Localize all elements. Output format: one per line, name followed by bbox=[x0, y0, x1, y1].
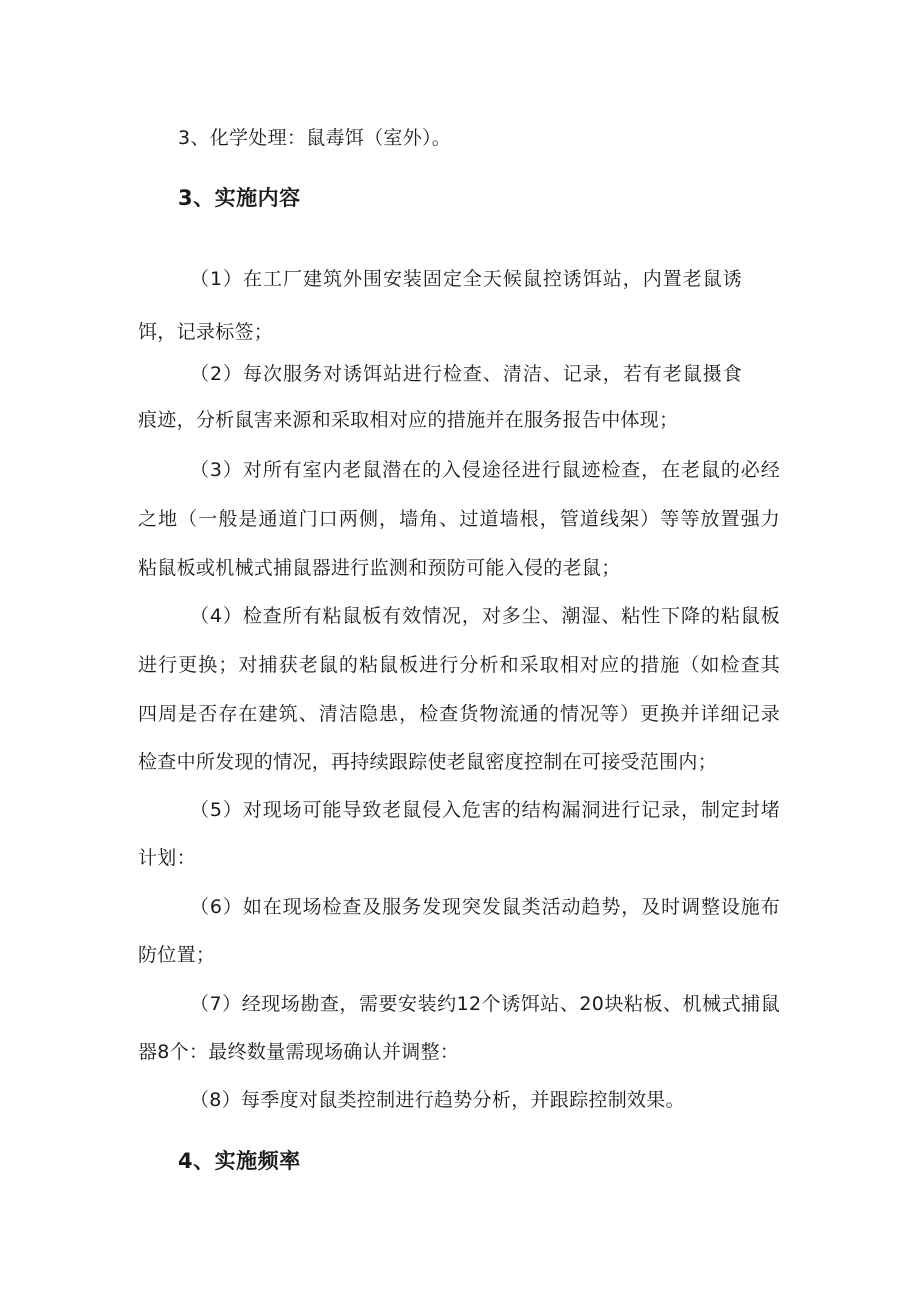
content-item-1-line-1: （1）在工厂建筑外围安装固定全天候鼠控诱饵站，内置老鼠诱 bbox=[190, 268, 742, 290]
content-item-1-line-2: 饵，记录标签； bbox=[138, 321, 274, 343]
content-item-8-line-1: （8）每季度对鼠类控制进行趋势分析，并跟踪控制效果。 bbox=[190, 1089, 685, 1111]
chemical-treatment-item: 3、化学处理：鼠毒饵（室外）。 bbox=[178, 127, 452, 149]
content-item-7-line-2: 器8个：最终数量需现场确认并调整： bbox=[138, 1041, 460, 1063]
content-item-4-line-2: 进行更换；对捕获老鼠的粘鼠板进行分析和采取相对应的措施（如检查其 bbox=[138, 654, 780, 676]
content-item-4-line-3: 四周是否存在建筑、清洁隐患，检查货物流通的情况等）更换并详细记录 bbox=[138, 703, 780, 725]
content-item-4-line-1: （4）检查所有粘鼠板有效情况，对多尘、潮湿、粘性下降的粘鼠板 bbox=[190, 605, 780, 627]
content-item-4-line-4: 检查中所发现的情况，再持续跟踪使老鼠密度控制在可接受范围内； bbox=[138, 751, 718, 773]
section-3-heading: 3、实施内容 bbox=[178, 186, 301, 210]
content-item-3-line-1: （3）对所有室内老鼠潜在的入侵途径进行鼠迹检查，在老鼠的必经 bbox=[190, 459, 780, 481]
section-4-heading: 4、实施频率 bbox=[178, 1149, 301, 1173]
content-item-3-line-2: 之地（一般是通道门口两侧，墙角、过道墙根，管道线架）等等放置强力 bbox=[138, 508, 780, 530]
content-item-7-line-1: （7）经现场勘查，需要安装约12个诱饵站、20块粘板、机械式捕鼠 bbox=[190, 993, 780, 1015]
content-item-5-line-2: 计划： bbox=[138, 847, 196, 869]
content-item-6-line-1: （6）如在现场检查及服务发现突发鼠类活动趋势，及时调整设施布 bbox=[190, 896, 780, 918]
content-item-2-line-1: （2）每次服务对诱饵站进行检查、清洁、记录，若有老鼠摄食 bbox=[190, 363, 742, 385]
content-item-6-line-2: 防位置； bbox=[138, 944, 216, 966]
content-item-5-line-1: （5）对现场可能导致老鼠侵入危害的结构漏洞进行记录，制定封堵 bbox=[190, 799, 780, 821]
content-item-3-line-3: 粘鼠板或机械式捕鼠器进行监测和预防可能入侵的老鼠； bbox=[138, 557, 621, 579]
content-item-2-line-2: 痕迹，分析鼠害来源和采取相对应的措施并在服务报告中体现； bbox=[138, 409, 679, 431]
